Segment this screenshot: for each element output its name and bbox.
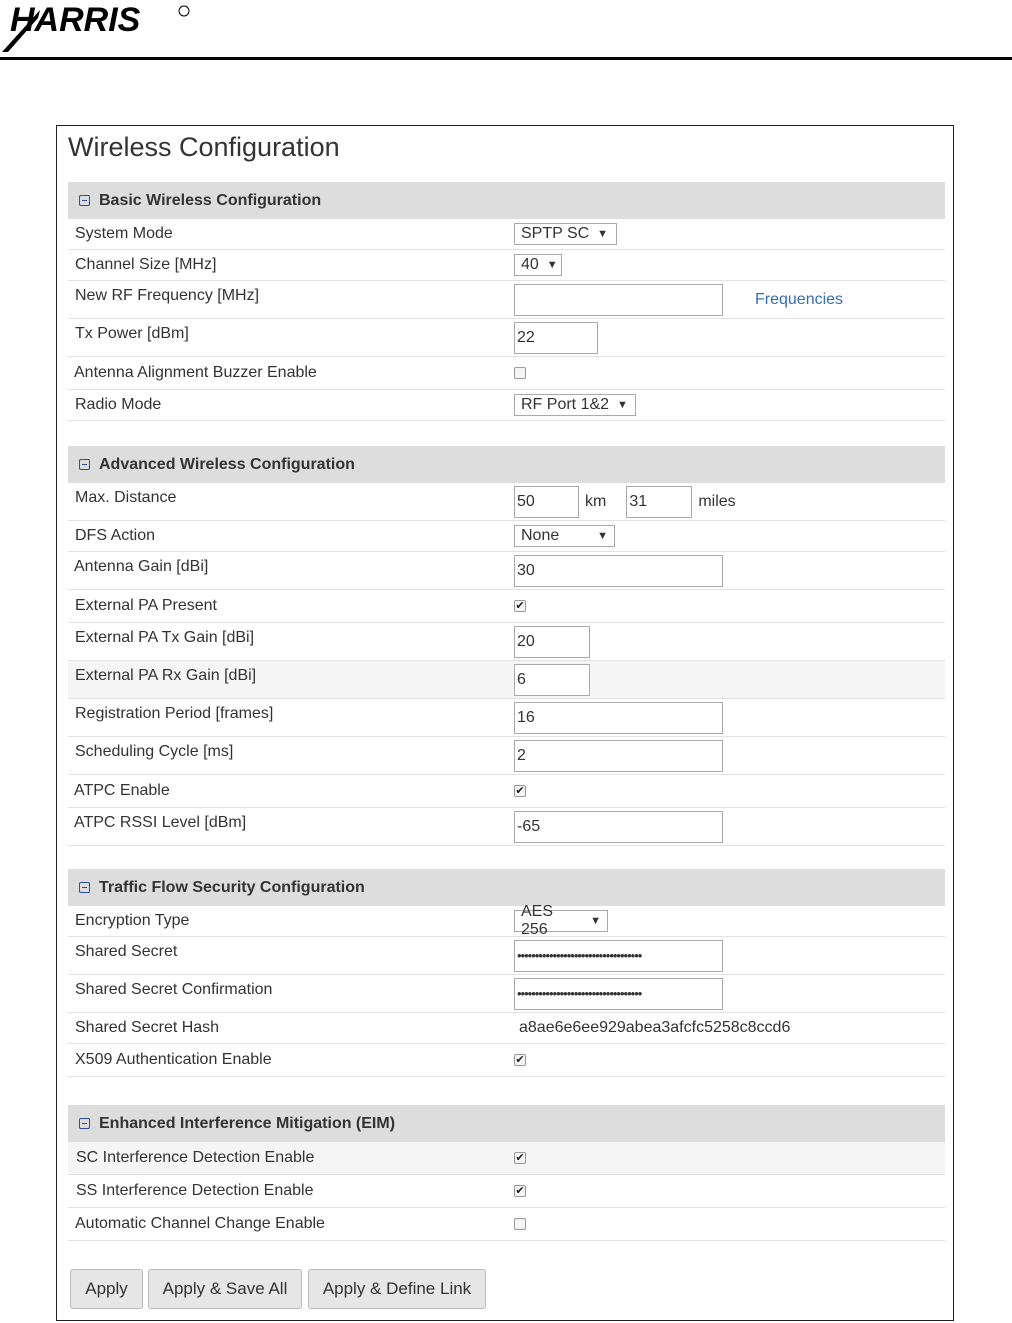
row-ss-detect <box>68 1175 945 1208</box>
apply-define-link-button[interactable]: Apply & Define Link <box>308 1269 486 1309</box>
buzzer-checkbox[interactable] <box>514 367 526 379</box>
collapse-icon[interactable] <box>79 195 90 206</box>
svg-text:HARRIS: HARRIS <box>10 1 141 39</box>
ext-pa-present-checkbox[interactable]: ✔ <box>515 599 525 612</box>
row-atpc-enable <box>68 775 945 808</box>
dfs-action-select[interactable] <box>514 525 615 547</box>
row-ext-pa-present <box>68 590 945 623</box>
shared-secret-confirm-input[interactable]: ••••••••••••••••••••••••••••••••••• <box>514 978 723 1010</box>
x509-label: X509 Authentication Enable <box>75 1051 272 1068</box>
collapse-icon[interactable] <box>79 459 90 470</box>
row-x509 <box>68 1044 945 1077</box>
system-mode-select[interactable] <box>514 223 617 245</box>
encryption-type-value: AES 256 <box>521 903 554 938</box>
channel-size-label: Channel Size [MHz] <box>75 256 217 273</box>
system-mode-label: System Mode <box>75 225 173 242</box>
shared-secret-hash-label: Shared Secret Hash <box>75 1019 220 1036</box>
basic-section-title: Basic Wireless Configuration <box>99 191 322 209</box>
max-distance-miles-input[interactable]: 31 <box>626 486 692 518</box>
row-scheduling-cycle <box>68 737 945 775</box>
atpc-rssi-input[interactable]: -65 <box>514 811 723 843</box>
row-auto-channel <box>68 1208 945 1241</box>
shared-secret-confirm-label: Shared Secret Confirmation <box>75 981 273 998</box>
radio-mode-value: RF Port 1&2 <box>521 396 610 413</box>
encryption-type-select[interactable] <box>514 903 608 938</box>
ext-pa-tx-gain-input[interactable]: 20 <box>514 626 590 658</box>
channel-size-select[interactable] <box>514 254 562 276</box>
frequencies-link[interactable]: Frequencies <box>755 290 844 308</box>
row-atpc-rssi <box>68 808 945 846</box>
harris-logo <box>0 0 200 56</box>
antenna-gain-input[interactable]: 30 <box>514 555 723 587</box>
row-ext-pa-rx-gain <box>68 661 945 699</box>
row-shared-secret <box>68 937 945 975</box>
buzzer-label: Antenna Alignment Buzzer Enable <box>74 364 317 381</box>
sc-detect-checkbox[interactable]: ✔ <box>515 1151 525 1164</box>
header-rule <box>0 57 1012 60</box>
radio-mode-label: Radio Mode <box>75 396 162 413</box>
row-buzzer <box>68 357 945 390</box>
security-section <box>68 869 945 1077</box>
shared-secret-input[interactable]: ••••••••••••••••••••••••••••••••••• <box>514 940 723 972</box>
row-ext-pa-tx-gain <box>68 623 945 661</box>
dropdown-arrow-icon: ▼ <box>597 530 608 542</box>
auto-channel-checkbox[interactable] <box>514 1218 526 1230</box>
registration-period-input[interactable]: 16 <box>514 702 723 734</box>
miles-unit: miles <box>698 492 736 510</box>
rf-frequency-input[interactable] <box>514 284 723 316</box>
scheduling-cycle-input[interactable]: 2 <box>514 740 723 772</box>
page-title: Wireless Configuration <box>68 132 340 162</box>
x509-checkbox[interactable]: ✔ <box>515 1053 525 1066</box>
tx-power-input[interactable]: 22 <box>514 322 598 354</box>
registration-period-label: Registration Period [frames] <box>75 705 274 722</box>
sc-detect-label: SC Interference Detection Enable <box>76 1149 315 1166</box>
rf-frequency-label: New RF Frequency [MHz] <box>75 287 260 304</box>
dfs-action-label: DFS Action <box>75 527 156 544</box>
dropdown-arrow-icon: ▼ <box>546 259 558 271</box>
security-section-header[interactable] <box>68 869 945 906</box>
ext-pa-rx-gain-input[interactable]: 6 <box>514 664 590 696</box>
row-registration-period <box>68 699 945 737</box>
channel-size-value: 40 <box>521 256 539 273</box>
encryption-type-label: Encryption Type <box>75 912 190 929</box>
scheduling-cycle-label: Scheduling Cycle [ms] <box>75 743 234 760</box>
radio-mode-select[interactable] <box>514 394 636 416</box>
auto-channel-label: Automatic Channel Change Enable <box>75 1215 325 1232</box>
ss-detect-label: SS Interference Detection Enable <box>76 1182 314 1199</box>
row-antenna-gain <box>68 552 945 590</box>
dropdown-arrow-icon: ▼ <box>617 399 628 411</box>
km-unit: km <box>585 492 607 510</box>
eim-section-header[interactable] <box>68 1105 945 1142</box>
row-shared-secret-hash <box>68 1013 945 1044</box>
shared-secret-hash-value: a8ae6e6ee929abea3afcfc5258c8ccd6 <box>519 1019 791 1036</box>
dfs-action-value: None <box>521 527 560 544</box>
row-shared-secret-confirm <box>68 975 945 1013</box>
row-max-distance <box>68 483 945 521</box>
row-encryption-type <box>68 903 945 938</box>
basic-section-header[interactable] <box>68 182 945 219</box>
apply-button[interactable]: Apply <box>70 1269 143 1309</box>
max-distance-label: Max. Distance <box>75 489 177 506</box>
basic-section <box>68 182 945 421</box>
row-radio-mode <box>68 390 945 421</box>
advanced-section-header[interactable] <box>68 446 945 483</box>
advanced-section-title: Advanced Wireless Configuration <box>99 455 355 473</box>
row-channel-size <box>68 250 945 281</box>
wireless-config-panel <box>56 125 954 1321</box>
row-system-mode <box>68 219 945 250</box>
ext-pa-present-label: External PA Present <box>75 597 217 614</box>
collapse-icon[interactable] <box>79 882 90 893</box>
tx-power-label: Tx Power [dBm] <box>75 325 189 342</box>
apply-save-all-button[interactable]: Apply & Save All <box>148 1269 302 1309</box>
max-distance-km-input[interactable]: 50 <box>514 486 579 518</box>
antenna-gain-label: Antenna Gain [dBi] <box>74 558 209 575</box>
ext-pa-rx-gain-label: External PA Rx Gain [dBi] <box>75 667 257 684</box>
atpc-enable-label: ATPC Enable <box>74 782 170 799</box>
row-tx-power <box>68 319 945 357</box>
shared-secret-label: Shared Secret <box>75 943 178 960</box>
system-mode-value: SPTP SC <box>521 225 590 242</box>
row-dfs-action <box>68 521 945 552</box>
eim-section <box>68 1105 945 1241</box>
row-sc-detect <box>68 1142 945 1175</box>
advanced-section <box>68 446 945 846</box>
row-rf-frequency <box>68 281 945 319</box>
security-section-title: Traffic Flow Security Configuration <box>99 878 365 896</box>
eim-section-title: Enhanced Interference Mitigation (EIM) <box>99 1114 396 1132</box>
dropdown-arrow-icon: ▼ <box>590 915 601 927</box>
dropdown-arrow-icon: ▼ <box>597 228 609 240</box>
atpc-rssi-label: ATPC RSSI Level [dBm] <box>74 814 247 831</box>
atpc-enable-checkbox[interactable]: ✔ <box>515 784 525 797</box>
collapse-icon[interactable] <box>79 1118 90 1129</box>
ext-pa-tx-gain-label: External PA Tx Gain [dBi] <box>75 629 255 646</box>
ss-detect-checkbox[interactable]: ✔ <box>515 1184 525 1197</box>
